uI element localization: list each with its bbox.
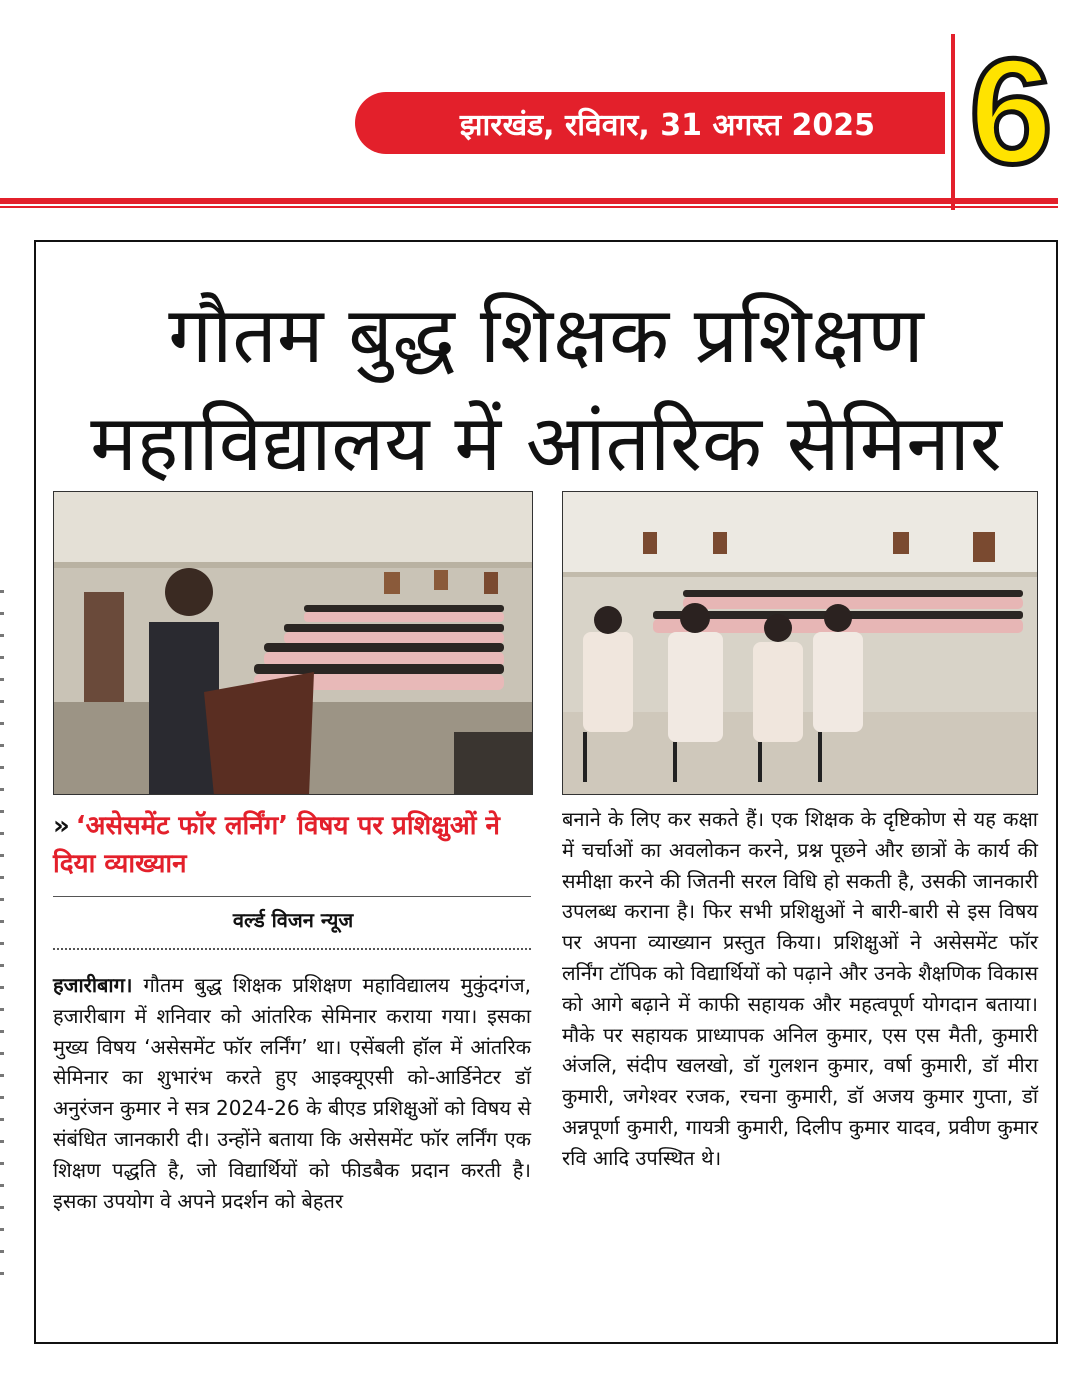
date-banner <box>355 92 945 154</box>
subhead-divider <box>53 896 531 897</box>
body-text-right: बनाने के लिए कर सकते हैं। एक शिक्षक के दृष्टिकोण से यह कक्षा में चर्चाओं का अवलोकन करने, प्रश्न पूछने और छात्रों के कार्य की समीक्षा करने की जितनी सरल विधि हो सकती है, उसकी जानकारी उपलब्ध कराना है। फिर सभी प्रशिक्षुओं ने बारी-बारी से इस विषय पर अपना व्याख्यान प्रस्तुत किया। प्रशिक्षुओं ने असेसमेंट फॉर लर्निंग टॉपिक को विद्यार्थियों को पढ़ाने और उनके शैक्षणिक विकास को आगे बढ़ाने में काफी सहायक और महत्वपूर्ण योगदान बताया। मौके पर सहायक प्राध्यापक अनिल कुमार, एस एस मैती, कुमारी अंजलि, संदीप खलखो, डॉ गुलशन कुमार, वर्षा कुमारी, डॉ मीरा कुमारी, जगेश्वर रजक, रचना कुमारी, डॉ अजय कुमार गुप्ता, डॉ अन्नपूर्णा कुमारी, गायत्री कुमारी, दिलीप कुमार यादव, प्रवीण कुमार रवि आदि उपस्थित थे। <box>562 807 1038 1170</box>
byline-divider <box>53 948 531 950</box>
body-dateline: हजारीबाग। <box>53 973 133 997</box>
page-number: 6 <box>969 27 1053 195</box>
byline: वर्ल्ड विजन न्यूज <box>232 908 354 932</box>
headline-line-2: महाविद्यालय में आंतरिक सेमिनार <box>90 399 1002 489</box>
body-column-right <box>562 804 1038 1174</box>
header-rule <box>0 198 1058 204</box>
header-divider <box>951 34 955 210</box>
headline <box>36 282 1056 498</box>
subheadline <box>53 807 533 883</box>
body-column-left <box>53 970 531 1216</box>
chevron-marker-icon: » <box>53 811 70 841</box>
photo-speaker-at-podium <box>53 491 533 795</box>
photo-seated-trainees <box>562 491 1038 795</box>
margin-dots <box>0 590 4 1290</box>
headline-line-1: गौतम बुद्ध शिक्षक प्रशिक्षण <box>168 291 924 381</box>
subheadline-text: ‘असेसमेंट फॉर लर्निंग’ विषय पर प्रशिक्षुओं ने दिया व्याख्यान <box>53 811 500 879</box>
header-rule-thin <box>0 206 1058 208</box>
news-article <box>34 240 1058 1344</box>
edition-dateline: झारखंड, रविवार, 31 अगस्त 2025 <box>459 107 875 143</box>
body-text-left: गौतम बुद्ध शिक्षक प्रशिक्षण महाविद्यालय मुकुंदगंज, हजारीबाग में शनिवार को आंतरिक सेमिनार कराया गया। इसका मुख्य विषय ‘असेसमेंट फॉर लर्निंग’ था। एसेंबली हॉल में आंतरिक सेमिनार का शुभारंभ करते हुए आइक्यूएसी को-आर्डिनेटर डॉ अनुरंजन कुमार ने सत्र 2024-26 के बीएड प्रशिक्षुओं को विषय से संबंधित जानकारी दी। उन्होंने बताया कि असेसमेंट फॉर लर्निंग एक शिक्षण पद्धति है, जो विद्यार्थियों को फीडबैक प्रदान करती है। इसका उपयोग वे अपने प्रदर्शन को बेहतर <box>53 973 532 1213</box>
